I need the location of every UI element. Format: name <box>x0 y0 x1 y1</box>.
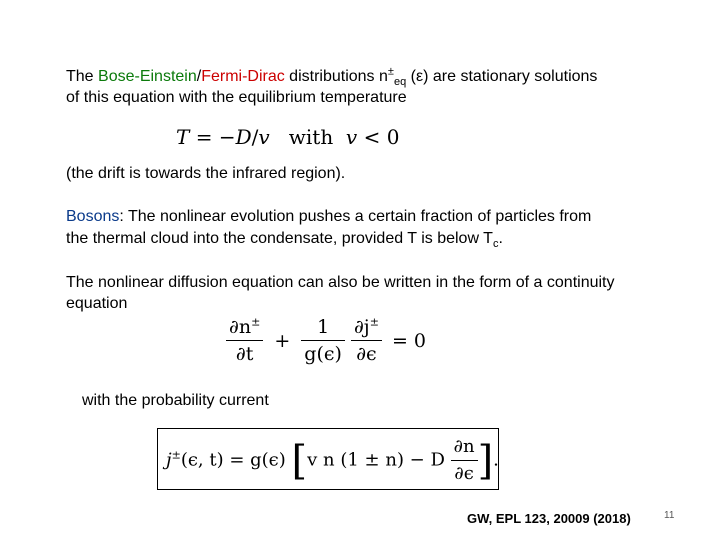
intro-text: The <box>66 68 99 85</box>
eq3-frac-num: ∂n <box>451 436 478 461</box>
eq2-rhs: = 0 <box>391 329 427 352</box>
eq3-left-bracket: [ <box>291 437 308 484</box>
epsilon-argument: (ε) <box>406 68 429 85</box>
eq1-T: T <box>176 125 190 149</box>
eq1-equals-minus: = − <box>189 125 236 149</box>
eq2-num2: 1 <box>301 316 345 341</box>
eq2-den3: ∂ϵ <box>356 343 377 365</box>
continuity-line2: equation <box>66 295 128 312</box>
equation-temperature <box>176 124 399 150</box>
stationary-text: are stationary solutions <box>428 68 598 85</box>
eq3-term: v n (1 ± n) − D <box>307 449 445 471</box>
fermi-dirac-term: Fermi-Dirac <box>201 68 285 85</box>
bosons-paragraph-line2 <box>66 228 503 249</box>
eq3-args: (ϵ, t) = g(ϵ) <box>180 449 286 471</box>
eq2-plus: + <box>274 329 291 352</box>
eq2-num1: ∂n <box>229 316 252 338</box>
bosons-label: Bosons <box>66 208 120 225</box>
eq2-frac-dj-de <box>351 316 382 365</box>
eq3-j: j <box>166 449 172 471</box>
eq3-period: . <box>493 449 499 471</box>
equation-probability-current <box>166 436 499 485</box>
drift-note: (the drift is towards the infrared region). <box>66 165 346 182</box>
eq3-frac-den: ∂ϵ <box>454 463 474 484</box>
probability-current-caption: with the probability current <box>82 392 269 409</box>
citation: GW, EPL 123, 20009 (2018) <box>467 511 631 526</box>
eq2-num1-sup: ± <box>251 315 261 329</box>
equation-continuity <box>226 316 426 365</box>
bosons-line1: : The nonlinear evolution pushes a certain fraction of particles from <box>119 208 592 225</box>
eq2-den1: ∂t <box>235 343 254 365</box>
eq1-v: v <box>258 125 270 149</box>
paragraph-distributions-line2: of this equation with the equilibrium temperature <box>66 89 407 106</box>
eq-subscript: eq <box>393 76 407 89</box>
eq2-num3: ∂j <box>353 316 370 338</box>
bose-einstein-term: Bose-Einstein <box>98 68 197 85</box>
bosons-line2: the thermal cloud into the condensate, provided T is below T <box>66 230 493 247</box>
eq1-with: with <box>288 125 334 149</box>
eq1-D: D <box>235 125 252 149</box>
eq1-v2: v <box>345 125 358 149</box>
distributions-text: distributions n <box>284 68 388 85</box>
page-number: 11 <box>664 510 675 521</box>
eq2-den2: g(ϵ) <box>304 343 342 365</box>
eq3-right-bracket: ] <box>477 437 494 484</box>
tc-subscript: c <box>492 238 499 251</box>
eq3-frac-dn-de <box>451 436 478 485</box>
eq2-frac-dn-dt <box>226 316 263 365</box>
bosons-paragraph <box>66 206 591 227</box>
continuity-line1: The nonlinear diffusion equation can also be written in the form of a continuity <box>66 274 615 291</box>
eq3-j-sup: ± <box>171 448 181 462</box>
paragraph-distributions <box>66 66 597 87</box>
eq1-slash: / <box>251 125 259 149</box>
eq2-frac-one-over-g <box>301 316 345 365</box>
eq2-num3-sup: ± <box>369 315 379 329</box>
pm-superscript: ± <box>387 65 394 78</box>
eq1-less-than-zero: < 0 <box>357 125 400 149</box>
slash-separator: / <box>196 68 202 85</box>
bosons-period: . <box>498 230 503 247</box>
